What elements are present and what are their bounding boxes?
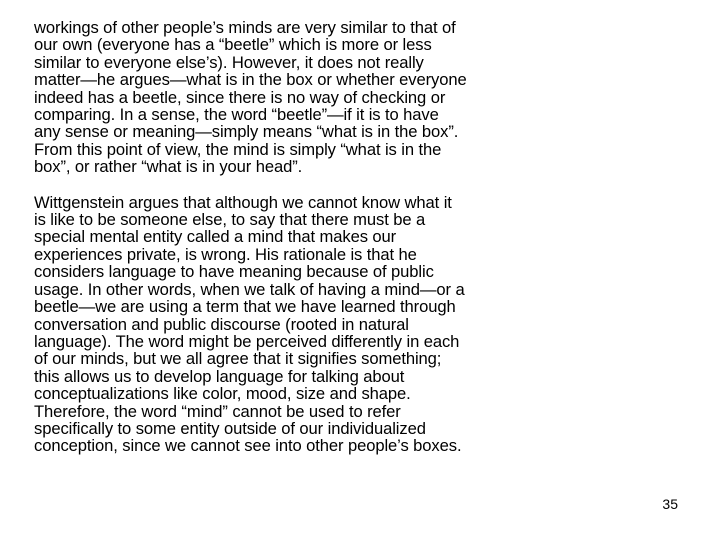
text-line: is like to be someone else, to say that there must be a — [34, 210, 426, 230]
page-number: 35 — [662, 496, 678, 512]
text-line: experiences private, is wrong. His rationale is that he — [34, 244, 417, 264]
text-line: workings of other people’s minds are very similar to that of — [34, 18, 456, 37]
text-line: conversation and public discourse (rooted in natural — [34, 314, 409, 334]
paragraph-2 — [34, 194, 524, 455]
text-line: matter—he argues—what is in the box or whether everyone — [34, 70, 467, 90]
text-line: conception, since we cannot see into other people’s boxes. — [34, 436, 462, 456]
text-line: usage. In other words, when we talk of having a mind—or a — [34, 279, 465, 299]
text-line: Therefore, the word “mind” cannot be used to refer — [34, 401, 401, 421]
text-line: conceptualizations like color, mood, size and shape. — [34, 384, 411, 404]
text-line: specifically to some entity outside of our individualized — [34, 418, 426, 438]
text-line: From this point of view, the mind is simply “what is in the — [34, 139, 442, 159]
text-line: language). The word might be perceived differently in each — [34, 331, 460, 351]
text-line: of our minds, but we all agree that it signifies something; — [34, 349, 442, 369]
text-line: Wittgenstein argues that although we cannot know what it — [34, 192, 452, 212]
text-line: special mental entity called a mind that makes our — [34, 227, 397, 247]
text-line: indeed has a beetle, since there is no way of checking or — [34, 87, 446, 107]
paragraph-1 — [34, 19, 524, 176]
body-text — [34, 19, 524, 455]
text-line: this allows us to develop language for talking about — [34, 366, 405, 386]
text-line: our own (everyone has a “beetle” which is more or less — [34, 35, 432, 55]
text-line: box”, or rather “what is in your head”. — [34, 157, 303, 177]
text-line: beetle—we are using a term that we have learned through — [34, 297, 456, 317]
text-line: any sense or meaning—simply means “what is in the box”. — [34, 122, 459, 142]
text-line: comparing. In a sense, the word “beetle”—if it is to have — [34, 105, 439, 125]
text-line: considers language to have meaning because of public — [34, 262, 434, 282]
text-line: similar to everyone else’s). However, it does not really — [34, 52, 424, 72]
